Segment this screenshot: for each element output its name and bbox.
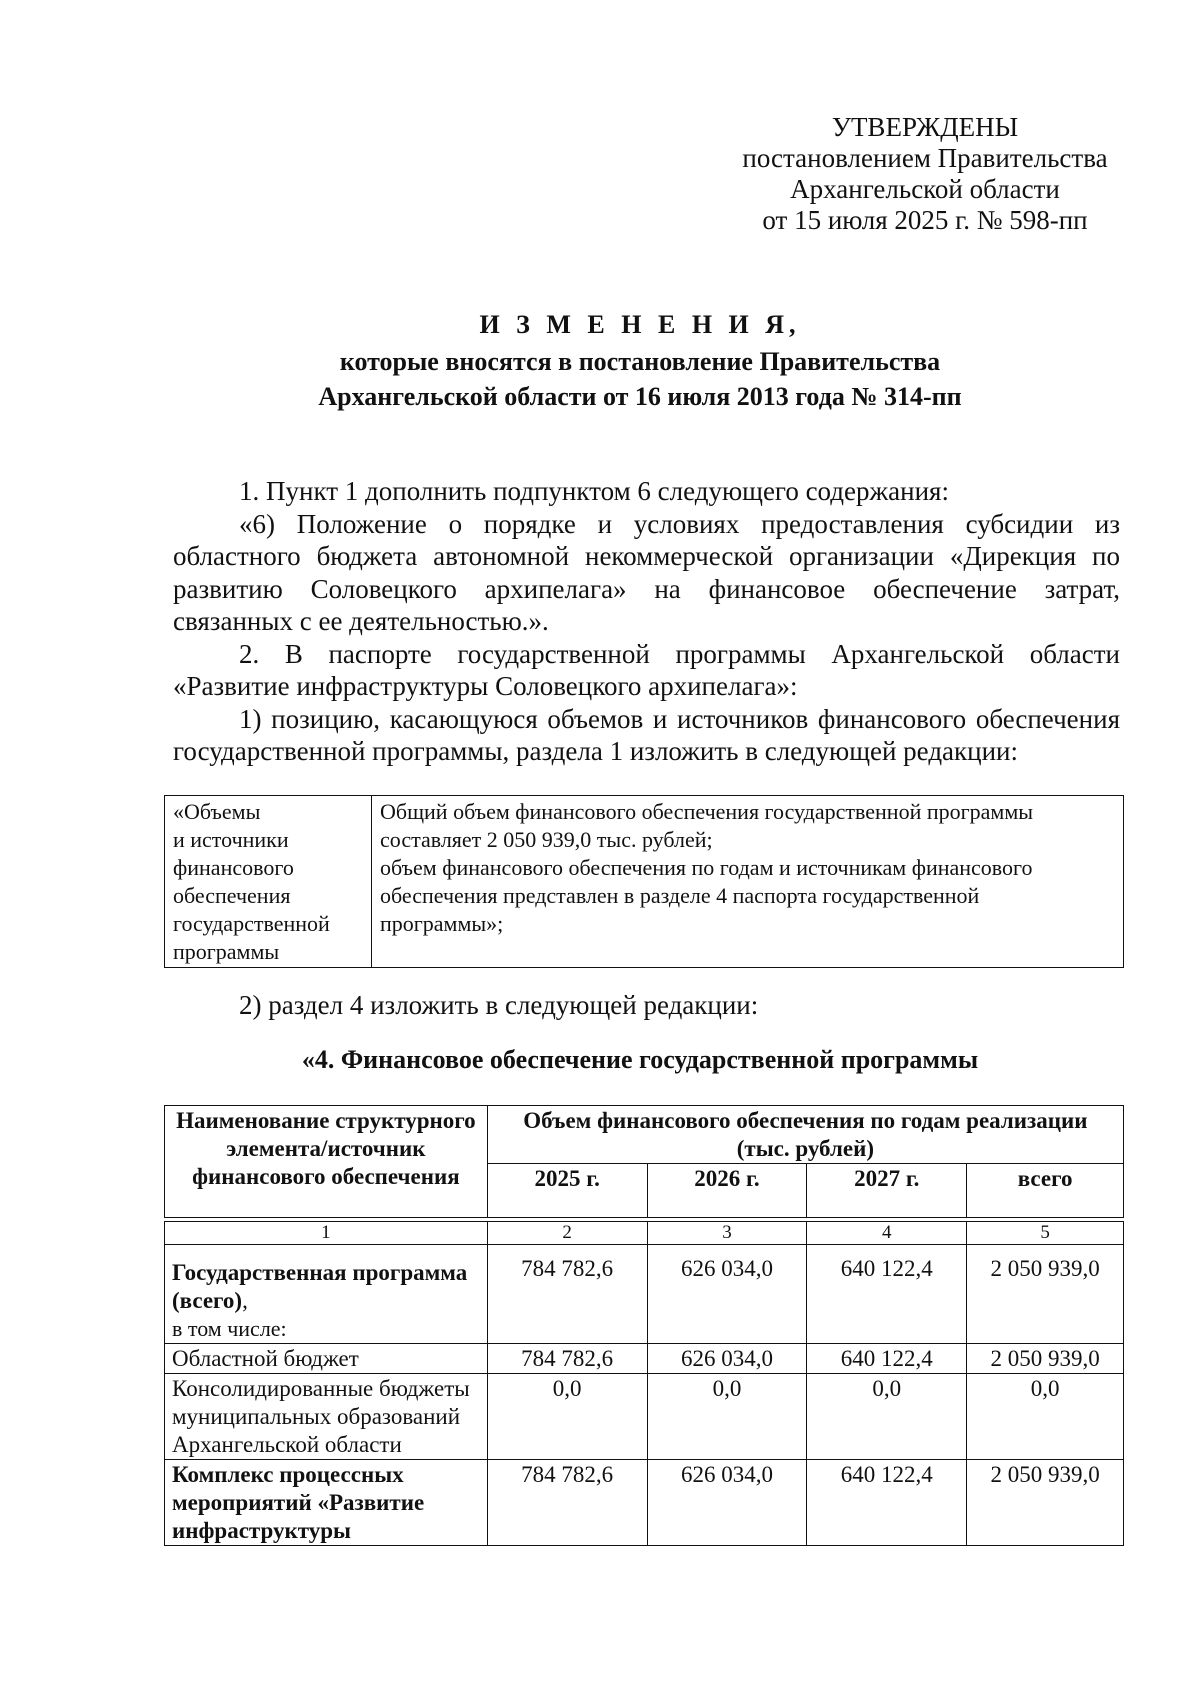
funding-table [164, 1105, 1124, 1546]
section-2-text: 2) раздел 4 изложить в следующей редакции: [239, 990, 759, 1020]
cell-2025: 784 782,6 [487, 1245, 647, 1344]
column-number-5: 5 [967, 1222, 1124, 1245]
row-name: Консолидированные бюджеты муниципальных образований Архангельской области [165, 1374, 488, 1460]
text-line: Общий объем финансового обеспечения государственной программы [380, 799, 1034, 824]
document-subtitle [160, 344, 1120, 414]
document-title: И З М Е Н Е Н И Я, [479, 310, 801, 339]
column-number-2: 2 [487, 1222, 647, 1245]
table-row [165, 1460, 1124, 1546]
row-name-bold: Государственная программа (всего) [172, 1260, 468, 1313]
cell-2026: 626 034,0 [647, 1460, 807, 1546]
paragraph-4: 1) позицию, касающуюся объемов и источников финансового обеспечения государственной программы, раздела 1 изложить в следующей редакции: [173, 703, 1120, 766]
cell-total: 2 050 939,0 [967, 1344, 1124, 1374]
header-2026: 2026 г. [647, 1164, 807, 1218]
label-line: «Объемы [173, 799, 261, 824]
table-row [165, 1245, 1124, 1344]
label-line: обеспечения [173, 883, 291, 908]
table-row [165, 1344, 1124, 1374]
label-line: финансового [173, 855, 294, 880]
header-total: всего [967, 1164, 1124, 1218]
row-name [165, 1245, 488, 1344]
row-name: Областной бюджет [165, 1344, 488, 1374]
passport-funding-label [165, 796, 372, 968]
column-number-1: 1 [165, 1222, 488, 1245]
text-line: программы»; [380, 911, 504, 936]
cell-2026: 626 034,0 [647, 1344, 807, 1374]
cell-2026: 626 034,0 [647, 1245, 807, 1344]
text-line: обеспечения представлен в разделе 4 паспорта государственной [380, 883, 980, 908]
subtitle-line-1: которые вносятся в постановление Правительства [339, 347, 941, 376]
text-line: составляет 2 050 939,0 тыс. рублей; [380, 827, 713, 852]
header-structural-element: Наименование структурного элемента/источник финансового обеспечения [165, 1106, 488, 1218]
cell-total: 0,0 [967, 1374, 1124, 1460]
cell-2027: 640 122,4 [807, 1245, 967, 1344]
passport-funding-table [164, 795, 1124, 968]
approval-line-1: УТВЕРЖДЕНЫ [831, 112, 1019, 142]
header-2027: 2027 г. [807, 1164, 967, 1218]
cell-2027: 640 122,4 [807, 1344, 967, 1374]
text-line: объем финансового обеспечения по годам и источникам финансового [380, 855, 1033, 880]
cell-2027: 640 122,4 [807, 1460, 967, 1546]
column-number-4: 4 [807, 1222, 967, 1245]
row-name-rest: , [242, 1288, 248, 1313]
approval-stamp [730, 112, 1120, 236]
cell-2025: 784 782,6 [487, 1460, 647, 1546]
cell-2027: 0,0 [807, 1374, 967, 1460]
approval-line-2: постановлением Правительства [742, 143, 1108, 173]
approval-line-3: Архангельской области [790, 174, 1060, 204]
table-row [165, 1374, 1124, 1460]
document-body [173, 475, 1120, 768]
label-line: и источники [173, 827, 289, 852]
passport-funding-text [372, 796, 1124, 968]
section-title: «4. Финансовое обеспечение государственной программы [301, 1045, 979, 1074]
cell-2025: 0,0 [487, 1374, 647, 1460]
header-funding-volume: Объем финансового обеспечения по годам реализации (тыс. рублей) [487, 1106, 1123, 1164]
row-name-line2: в том числе: [172, 1316, 287, 1341]
label-line: государственной [173, 911, 330, 936]
cell-total: 2 050 939,0 [967, 1460, 1124, 1546]
paragraph-3: 2. В паспорте государственной программы Архангельской области «Развитие инфраструктуры Соловецкого архипелага»: [173, 638, 1120, 701]
column-number-3: 3 [647, 1222, 807, 1245]
row-name: Комплекс процессных мероприятий «Развитие инфраструктуры [165, 1460, 488, 1546]
paragraph-1: 1. Пункт 1 дополнить подпунктом 6 следующего содержания: [239, 476, 949, 506]
paragraph-2: «6) Положение о порядке и условиях предоставления субсидии из областного бюджета автономной некоммерческой организации «Дирекция по развитию Соловецкого архипелага» на финансовое обеспечение затрат, связанных с ее деятельностью.». [173, 508, 1120, 636]
subtitle-line-2: Архангельской области от 16 июля 2013 года № 314-пп [318, 382, 962, 411]
label-line: программы [173, 939, 280, 964]
approval-line-4: от 15 июля 2025 г. № 598-пп [762, 205, 1088, 235]
cell-2026: 0,0 [647, 1374, 807, 1460]
cell-total: 2 050 939,0 [967, 1245, 1124, 1344]
header-2025: 2025 г. [487, 1164, 647, 1218]
cell-2025: 784 782,6 [487, 1344, 647, 1374]
